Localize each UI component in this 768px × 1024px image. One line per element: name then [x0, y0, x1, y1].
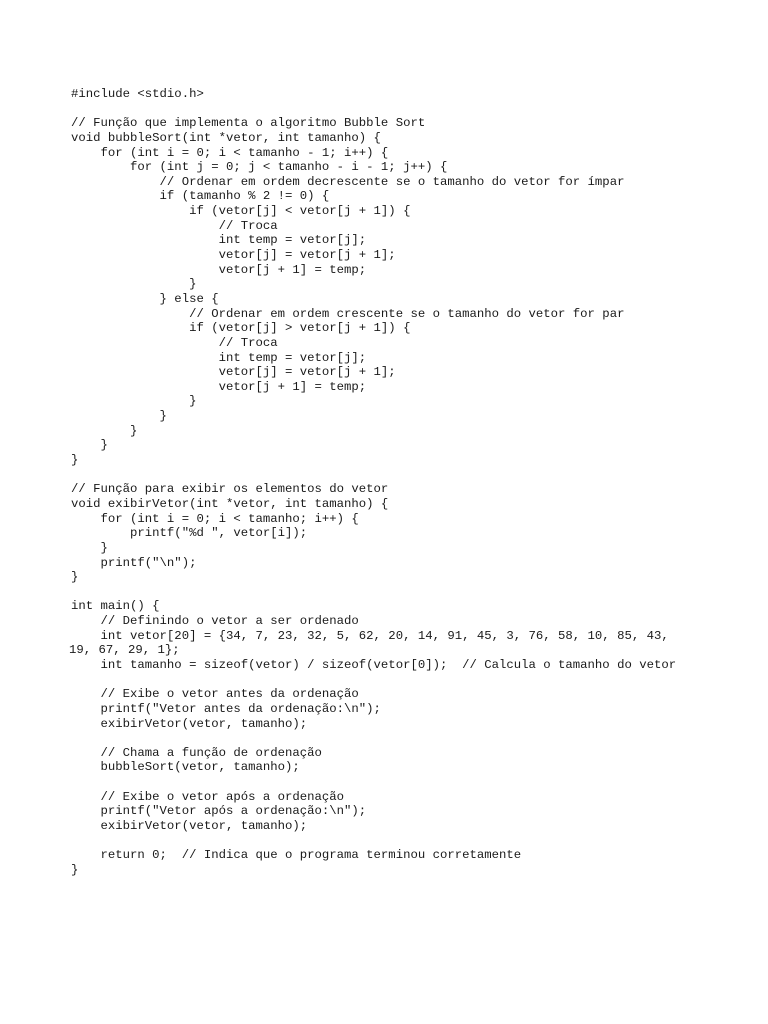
code-line-compare-less: if (vetor[j] < vetor[j + 1]) {	[71, 204, 411, 219]
code-line-close-brace: }	[71, 862, 79, 877]
code-line-printf-newline: printf("\n");	[71, 555, 197, 570]
code-comment-swap: // Troca	[71, 335, 278, 350]
blank-line	[71, 585, 761, 600]
code-line-assign-temp: vetor[j + 1] = temp;	[71, 262, 367, 277]
code-line-close-brace: }	[71, 540, 108, 555]
code-line-temp: int temp = vetor[j];	[71, 233, 367, 248]
code-comment-swap: // Troca	[71, 218, 278, 233]
code-line-close-brace: }	[71, 438, 108, 453]
code-comment-call-sort: // Chama a função de ordenação	[71, 745, 322, 760]
code-line-call-exibir: exibirVetor(vetor, tamanho);	[71, 716, 308, 731]
code-line-close-brace: }	[71, 423, 138, 438]
code-line-print-loop: for (int i = 0; i < tamanho; i++) {	[71, 511, 359, 526]
code-line-else: } else {	[71, 291, 219, 306]
blank-line	[71, 775, 761, 790]
code-line-compare-greater: if (vetor[j] > vetor[j + 1]) {	[71, 321, 411, 336]
code-line-assign-temp: vetor[j + 1] = temp;	[71, 379, 367, 394]
code-line-printf-after: printf("Vetor após a ordenação:\n");	[71, 804, 367, 819]
code-line-printf-element: printf("%d ", vetor[i]);	[71, 526, 308, 541]
code-line-exibir-signature: void exibirVetor(int *vetor, int tamanho) {	[71, 496, 389, 511]
code-line-vector-init-continued: 19, 67, 29, 1};	[69, 643, 180, 658]
code-line-close-brace: }	[71, 277, 197, 292]
code-line-vector-init: int vetor[20] = {34, 7, 23, 32, 5, 62, 20, 14, 91, 45, 3, 76, 58, 10, 85, 43,	[71, 628, 669, 643]
code-comment-ascending: // Ordenar em ordem crescente se o tamanho do vetor for par	[71, 306, 625, 321]
code-line-include: #include <stdio.h>	[71, 87, 204, 101]
code-comment-before-sort: // Exibe o vetor antes da ordenação	[71, 687, 359, 702]
code-line-temp: int temp = vetor[j];	[71, 350, 367, 365]
code-line-call-exibir: exibirVetor(vetor, tamanho);	[71, 819, 308, 834]
code-line-outer-loop: for (int i = 0; i < tamanho - 1; i++) {	[71, 145, 389, 160]
code-line-bubblesort-signature: void bubbleSort(int *vetor, int tamanho) {	[71, 130, 381, 145]
code-line-return: return 0; // Indica que o programa terminou corretamente	[71, 848, 522, 863]
code-line-odd-check: if (tamanho % 2 != 0) {	[71, 189, 330, 204]
code-line-close-brace: }	[71, 570, 79, 585]
blank-line	[71, 468, 761, 483]
code-line-inner-loop: for (int j = 0; j < tamanho - i - 1; j++) {	[71, 160, 448, 175]
code-line-size-calc: int tamanho = sizeof(vetor) / sizeof(vetor[0]); // Calcula o tamanho do vetor	[71, 657, 677, 672]
code-line-close-brace: }	[71, 453, 79, 468]
code-line-printf-before: printf("Vetor antes da ordenação:\n");	[71, 701, 381, 716]
code-line-assign: vetor[j] = vetor[j + 1];	[71, 365, 396, 380]
code-line-call-bubblesort: bubbleSort(vetor, tamanho);	[71, 760, 300, 775]
code-line-assign: vetor[j] = vetor[j + 1];	[71, 248, 396, 263]
code-comment-define-vector: // Definindo o vetor a ser ordenado	[71, 614, 359, 629]
code-line-close-brace: }	[71, 409, 167, 424]
code-comment-exibir: // Função para exibir os elementos do vetor	[71, 482, 389, 497]
code-line-close-brace: }	[71, 394, 197, 409]
blank-line	[71, 102, 761, 117]
code-document	[71, 87, 761, 878]
code-comment-bubblesort: // Função que implementa o algoritmo Bubble Sort	[71, 116, 426, 131]
blank-line	[71, 731, 761, 746]
code-comment-descending: // Ordenar em ordem decrescente se o tamanho do vetor for ímpar	[71, 174, 625, 189]
blank-line	[71, 834, 761, 849]
blank-line	[71, 673, 761, 688]
code-comment-after-sort: // Exibe o vetor após a ordenação	[71, 789, 345, 804]
code-line-main-signature: int main() {	[71, 599, 160, 614]
